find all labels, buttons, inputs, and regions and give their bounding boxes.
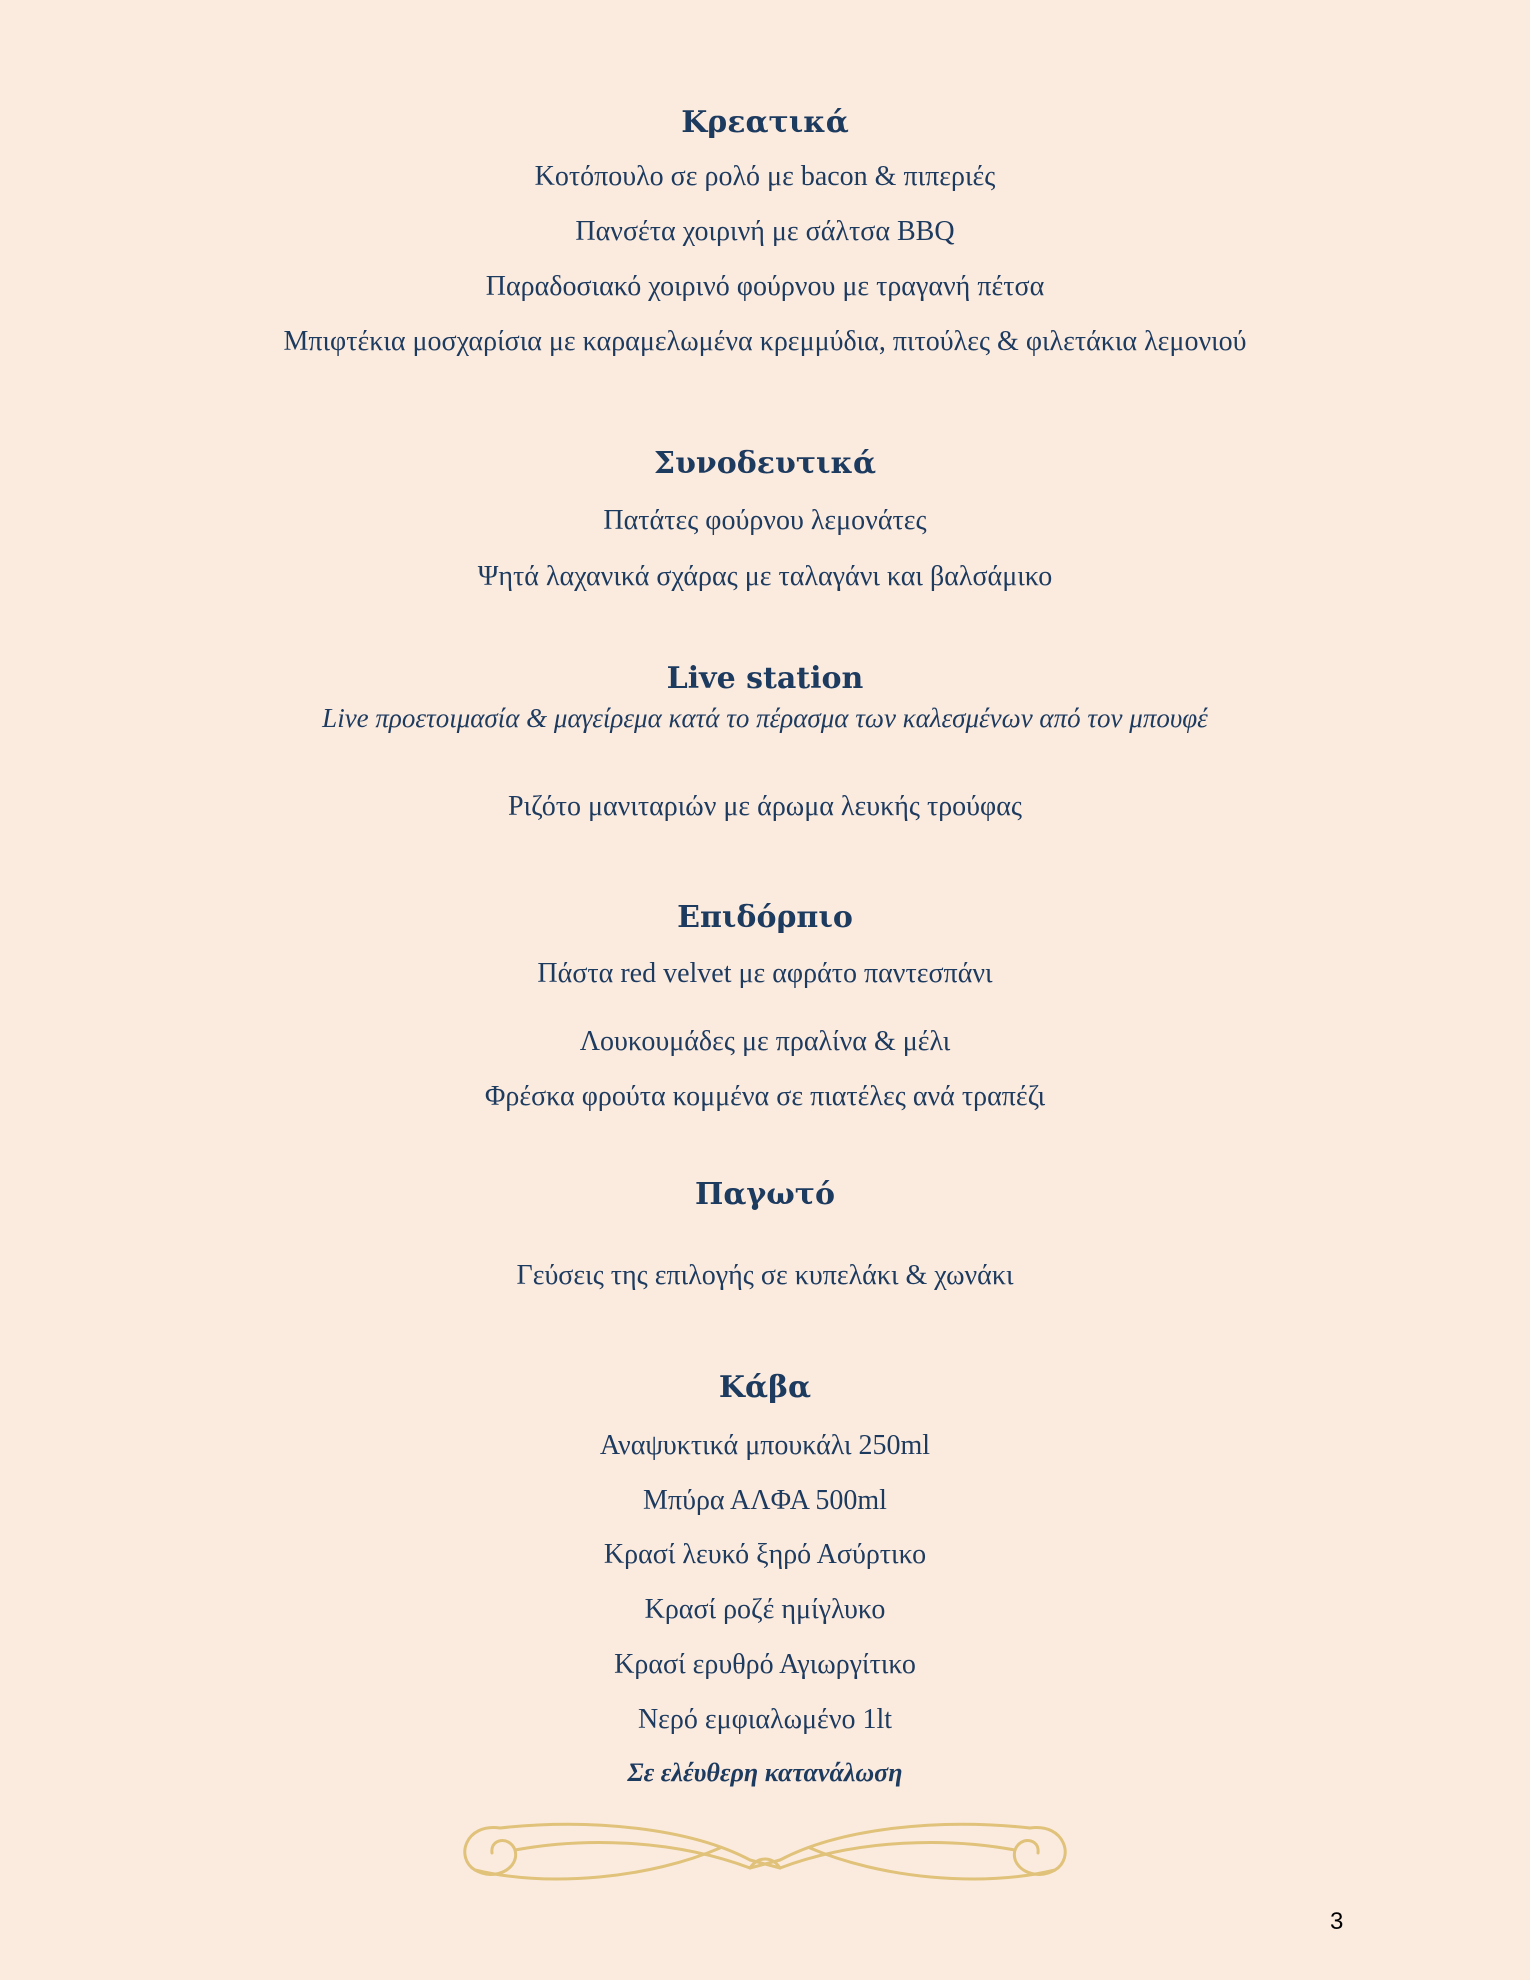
section-title-meats: Κρεατικά — [681, 105, 849, 140]
menu-item: Πατάτες φούρνου λεμονάτες — [603, 505, 927, 536]
menu-item: Κρασί ροζέ ημίγλυκο — [644, 1594, 886, 1625]
menu-item: Πάστα red velvet με αφράτο παντεσπάνι — [537, 958, 993, 989]
drinks-note: Σε ελέυθερη κατανάλωση — [627, 1758, 903, 1787]
menu-item: Νερό εμφιαλωμένο 1lt — [637, 1704, 893, 1735]
section-title-dessert: Επιδόρπιο — [677, 900, 853, 935]
section-title-live-station: Live station — [666, 661, 864, 696]
menu-item: Γεύσεις της επιλογής σε κυπελάκι & χωνάκι — [516, 1260, 1014, 1291]
menu-item: Μπύρα ΑΛΦΑ 500ml — [643, 1485, 887, 1516]
menu-item: Κοτόπουλο σε ρολό με bacon & πιπεριές — [534, 161, 996, 192]
menu-item: Λουκουμάδες με πραλίνα & μέλι — [579, 1026, 951, 1057]
flourish-divider-icon — [450, 1808, 1080, 1888]
menu-item: Παραδοσιακό χοιρινό φούρνου με τραγανή πέτσα — [485, 271, 1045, 302]
menu-item: Πανσέτα χοιρινή με σάλτσα BBQ — [575, 216, 955, 247]
menu-item: Αναψυκτικά μπουκάλι 250ml — [599, 1430, 931, 1461]
menu-item: Ριζότο μανιταριών με άρωμα λευκής τρούφας — [508, 791, 1022, 822]
section-title-drinks: Κάβα — [718, 1370, 812, 1405]
live-station-note: Live προετοιμασία & μαγείρεμα κατά το πέρασμα των καλεσμένων από τον μπουφέ — [322, 703, 1208, 733]
menu-item: Ψητά λαχανικά σχάρας με ταλαγάνι και βαλσάμικο — [477, 561, 1053, 592]
section-title-ice-cream: Παγωτό — [695, 1177, 835, 1212]
menu-item: Κρασί ερυθρό Αγιωργίτικο — [614, 1649, 916, 1680]
page-number: 3 — [1330, 1908, 1344, 1935]
menu-item: Κρασί λευκό ξηρό Ασύρτικο — [603, 1539, 927, 1570]
section-title-sides: Συνοδευτικά — [653, 446, 877, 481]
menu-item: Φρέσκα φρούτα κομμένα σε πιατέλες ανά τραπέζι — [484, 1081, 1046, 1112]
menu-item: Μπιφτέκια μοσχαρίσια με καραμελωμένα κρεμμύδια, πιτούλες & φιλετάκια λεμονιού — [283, 326, 1247, 357]
